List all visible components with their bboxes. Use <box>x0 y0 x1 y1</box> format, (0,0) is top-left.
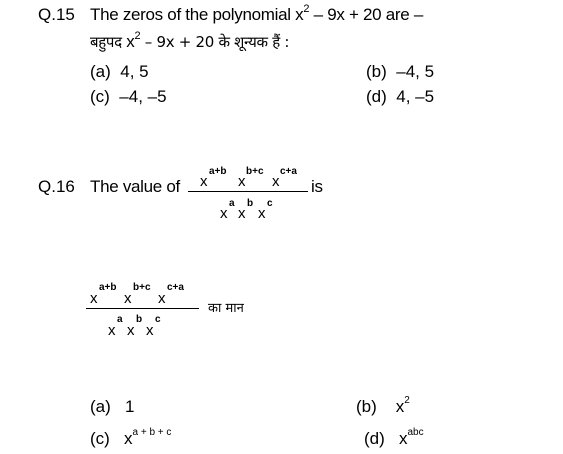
q16-option-d-value: x <box>398 429 408 448</box>
q16-option-b[interactable] <box>356 397 410 417</box>
q16-number: Q.16 <box>38 177 75 196</box>
q15-hi-poly-x: x <box>126 32 135 51</box>
q16-option-a[interactable] <box>90 397 134 417</box>
frac1-den-exp2: b <box>247 198 254 209</box>
q15-poly-rest: – 9x + 20 are – <box>309 5 423 24</box>
q16-option-c-value: x <box>124 429 133 448</box>
frac2-num-x3: x <box>158 290 166 307</box>
q16-option-d[interactable] <box>364 429 424 449</box>
q15-option-c-value: –4, –5 <box>119 87 167 106</box>
frac1-den-x1: x <box>220 205 228 222</box>
frac1-bar <box>188 191 308 192</box>
frac2-num-x2: x <box>124 290 132 307</box>
frac1-num-x3: x <box>272 173 280 190</box>
q15-option-d[interactable] <box>366 87 434 107</box>
frac2-den-exp3: c <box>155 314 161 325</box>
q16-option-c-label: (c) <box>90 429 110 448</box>
frac1-den-exp3: c <box>267 198 273 209</box>
frac1-num-x1: x <box>200 173 208 190</box>
frac2-num-x1: x <box>90 290 98 307</box>
frac2-num-exp1: a+b <box>99 282 117 293</box>
q16-fraction-hindi <box>86 278 201 340</box>
frac2-num-exp3: c+a <box>167 282 184 293</box>
q15-text-en-pre: The zeros of the polynomial <box>90 5 296 24</box>
q15-option-b[interactable] <box>366 62 434 82</box>
q16-option-c-exp: a + b + c <box>132 427 172 438</box>
q15-number: Q.15 <box>38 5 75 24</box>
q15-text-hi-pre: बहुपद <box>90 33 127 51</box>
q15-option-d-value: 4, –5 <box>396 87 435 106</box>
q16-text-en-post: is <box>311 177 323 196</box>
frac2-num-exp2: b+c <box>133 282 151 293</box>
q15-hi-poly-exp: 2 <box>134 30 141 42</box>
q16-option-a-label: (a) <box>90 397 111 416</box>
frac1-num-exp2: b+c <box>246 166 264 177</box>
frac1-den-x3: x <box>258 205 266 222</box>
frac1-den-exp1: a <box>229 198 235 209</box>
q15-option-b-value: –4, 5 <box>396 62 435 81</box>
q16-option-b-value: x <box>395 397 405 416</box>
frac1-num-exp3: c+a <box>280 166 297 177</box>
frac2-den-exp2: b <box>136 314 143 325</box>
frac2-den-exp1: a <box>117 314 123 325</box>
frac2-bar <box>86 308 199 309</box>
q15-option-c-label: (c) <box>90 87 110 106</box>
q15-poly-exp: 2 <box>303 3 310 15</box>
q15-option-a[interactable] <box>90 62 149 82</box>
frac1-den-x2: x <box>238 205 246 222</box>
q15-text-hi <box>90 32 289 52</box>
q15-text-hi-mid: – 9x + 20 के शून्यक हैं : <box>140 33 290 51</box>
q16-option-b-label: (b) <box>356 397 377 416</box>
q16-text-hi: का मान <box>208 301 244 316</box>
q16-option-b-exp: 2 <box>404 395 410 406</box>
q15-option-a-value: 4, 5 <box>120 62 149 81</box>
frac2-den-x1: x <box>108 322 116 339</box>
q16-fraction-top <box>188 160 308 222</box>
q15-option-c[interactable] <box>90 87 167 107</box>
q15-option-b-label: (b) <box>366 62 387 81</box>
q16-text-en: The value of <box>90 177 180 196</box>
q16-option-a-value: 1 <box>124 397 135 416</box>
frac2-den-x3: x <box>146 322 154 339</box>
q15-poly-x: x <box>295 5 304 24</box>
q16-option-d-label: (d) <box>364 429 385 448</box>
frac1-num-exp1: a+b <box>209 166 227 177</box>
q15-option-d-label: (d) <box>366 87 387 106</box>
frac2-den-x2: x <box>127 322 135 339</box>
q15-option-a-label: (a) <box>90 62 111 81</box>
q15-text-en <box>90 5 423 25</box>
q16-option-d-exp: abc <box>407 427 424 438</box>
q16-option-c[interactable] <box>90 429 171 449</box>
frac1-num-x2: x <box>238 173 246 190</box>
